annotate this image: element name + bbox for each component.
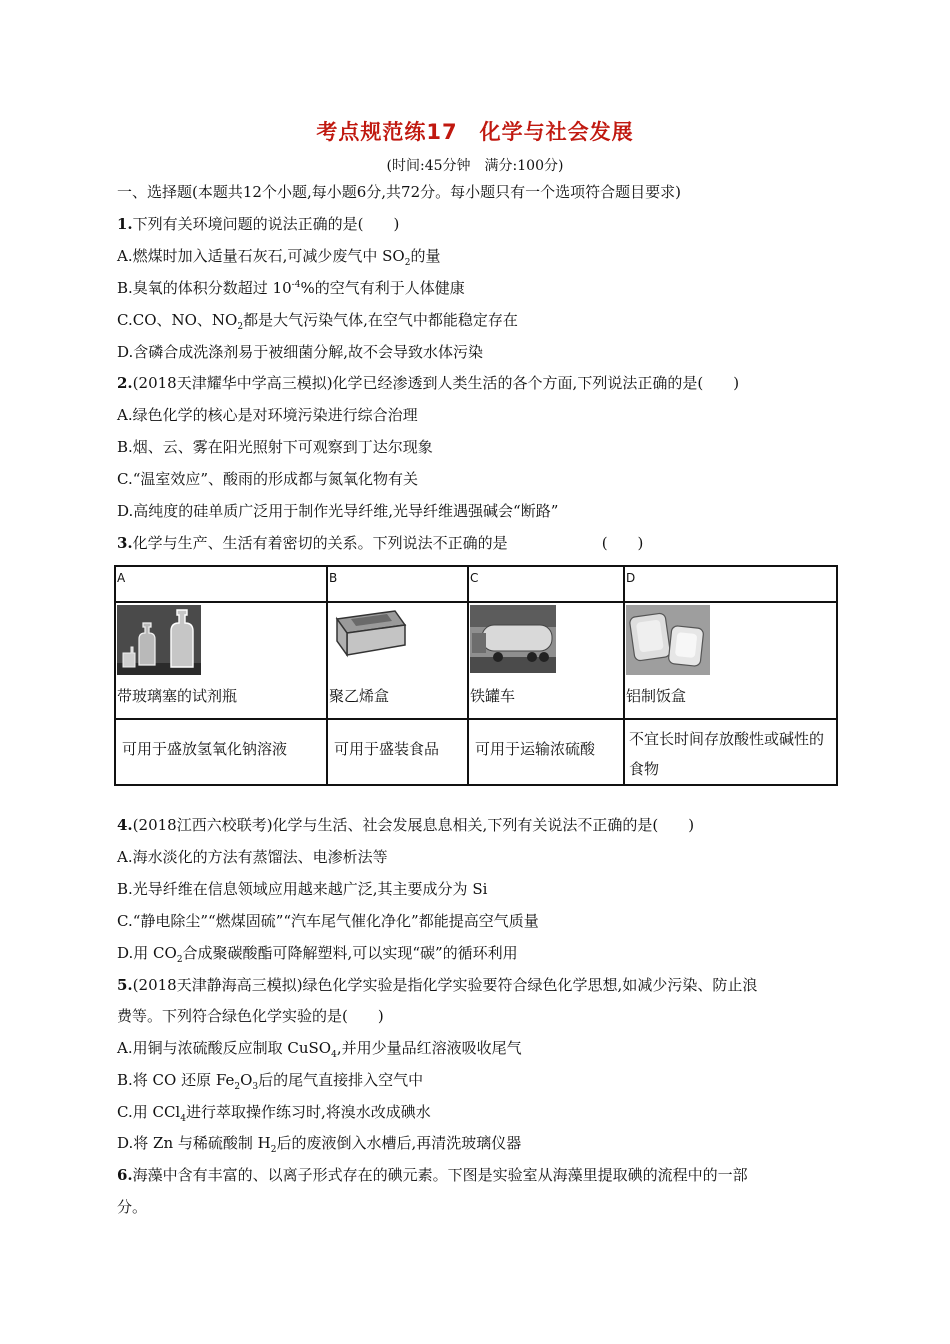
- q2-option-d: D.高纯度的硅单质广泛用于制作光导纤维,光导纤维遇强碱会“断路”: [117, 502, 559, 520]
- answer-paren-close: ): [733, 374, 740, 392]
- option-text: 都是大气污染气体,在空气中都能稳定存在: [243, 311, 518, 329]
- answer-paren-close: ): [688, 816, 695, 834]
- header-cell: [327, 566, 468, 602]
- option-text: 合成聚碳酸酯可降解塑料,可以实现“碳”的循环利用: [182, 944, 518, 962]
- option-text: 后的废液倒入水槽后,再清洗玻璃仪器: [276, 1134, 522, 1152]
- subscript: 2: [404, 258, 411, 268]
- q2-option-a: A.绿色化学的核心是对环境污染进行综合治理: [117, 406, 418, 424]
- option-text: A.燃煤时加入适量石灰石,可减少废气中 SO: [117, 247, 405, 265]
- question-number: 4.: [117, 816, 133, 834]
- option-text: C.CO、NO、NO: [117, 311, 238, 329]
- question-4-stem: [117, 815, 837, 835]
- use-cell: [327, 719, 468, 785]
- option-text: ,并用少量品红溶液吸收尾气: [336, 1039, 522, 1057]
- section-heading: 一、选择题(本题共12个小题,每小题6分,共72分。每小题只有一个选项符合题目要求): [117, 183, 681, 201]
- option-text: 后的尾气直接排入空气中: [258, 1071, 424, 1089]
- use-text: 可用于盛装食品: [334, 740, 440, 758]
- question-text: (2018天津静海高三模拟)绿色化学实验是指化学实验要符合绿色化学思想,如减少污染、防止浪: [132, 976, 758, 994]
- option-text: %的空气有利于人体健康: [300, 279, 465, 297]
- question-6-stem-cont: 分。: [117, 1198, 148, 1216]
- question-number: 1.: [117, 215, 133, 233]
- use-text: 可用于盛放氢氧化钠溶液: [122, 740, 288, 758]
- q4-option-d: [117, 943, 837, 963]
- option-text: C.用 CCl: [117, 1103, 181, 1121]
- question-6-stem: [117, 1165, 837, 1185]
- option-letter: A: [117, 571, 126, 585]
- iron-tanker-photo: [470, 605, 556, 673]
- q5-option-c: [117, 1102, 837, 1122]
- header-cell: [115, 566, 327, 602]
- options-table: [114, 565, 838, 786]
- q1-option-a: [117, 246, 837, 266]
- subscript: 2: [270, 1145, 277, 1155]
- answer-paren-close: ): [377, 1007, 384, 1025]
- option-text: A.用铜与浓硫酸反应制取 CuSO: [117, 1039, 332, 1057]
- option-letter: C: [470, 571, 479, 585]
- image-cell: [327, 602, 468, 719]
- answer-paren-close: ): [393, 215, 400, 233]
- answer-paren-open: (: [601, 534, 608, 552]
- q1-option-b: [117, 278, 837, 298]
- question-3-stem: [117, 533, 837, 553]
- question-1-stem: [117, 214, 837, 234]
- q4-option-c: C.“静电除尘”“燃煤固硫”“汽车尾气催化净化”都能提高空气质量: [117, 912, 539, 930]
- question-text: 费等。下列符合绿色化学实验的是(: [117, 1007, 348, 1025]
- question-number: 2.: [117, 374, 133, 392]
- use-cell: [624, 719, 837, 785]
- subscript: 2: [237, 322, 244, 332]
- question-number: 5.: [117, 976, 133, 994]
- reagent-bottle-photo: [117, 605, 201, 675]
- question-5-stem-cont: [117, 1006, 837, 1026]
- option-text: D.将 Zn 与稀硫酸制 H: [117, 1134, 271, 1152]
- question-number: 3.: [117, 534, 133, 552]
- answer-paren-close: ): [637, 534, 644, 552]
- question-text: 下列有关环境问题的说法正确的是(: [132, 215, 364, 233]
- item-caption: 铁罐车: [470, 687, 516, 705]
- subscript: 4: [331, 1050, 337, 1060]
- image-cell: [115, 602, 327, 719]
- q2-option-c: C.“温室效应”、酸雨的形成都与氮氧化物有关: [117, 470, 419, 488]
- q5-option-d: [117, 1133, 837, 1153]
- image-cell: [468, 602, 624, 719]
- question-number: 6.: [117, 1166, 133, 1184]
- item-caption: 聚乙烯盒: [329, 687, 390, 705]
- superscript: -4: [291, 280, 301, 290]
- q5-option-a: [117, 1038, 837, 1058]
- item-caption: 带玻璃塞的试剂瓶: [117, 687, 238, 705]
- q4-option-a: A.海水淡化的方法有蒸馏法、电渗析法等: [117, 848, 388, 866]
- q1-option-d: D.含磷合成洗涤剂易于被细菌分解,故不会导致水体污染: [117, 343, 484, 361]
- table-use-row: [115, 719, 837, 785]
- option-text: O: [240, 1071, 253, 1089]
- subscript: 2: [176, 955, 183, 965]
- q4-option-b: B.光导纤维在信息领域应用越来越广泛,其主要成分为 Si: [117, 880, 488, 898]
- q1-option-c: [117, 310, 837, 330]
- question-5-stem: [117, 975, 837, 995]
- question-text: (2018天津耀华中学高三模拟)化学已经渗透到人类生活的各个方面,下列说法正确的是(: [132, 374, 704, 392]
- aluminum-lunchbox-photo: [626, 605, 710, 675]
- use-cell: [468, 719, 624, 785]
- option-text: D.用 CO: [117, 944, 177, 962]
- option-letter: D: [626, 571, 636, 585]
- image-cell: [624, 602, 837, 719]
- q2-option-b: B.烟、云、雾在阳光照射下可观察到丁达尔现象: [117, 438, 433, 456]
- question-2-stem: [117, 373, 837, 393]
- use-cell: [115, 719, 327, 785]
- page-title: 考点规范练17 化学与社会发展: [316, 120, 634, 144]
- question-text: 化学与生产、生活有着密切的关系。下列说法不正确的是: [132, 534, 508, 552]
- option-text: 的量: [410, 247, 441, 265]
- subscript: 4: [180, 1114, 186, 1124]
- option-text: 进行萃取操作练习时,将溴水改成碘水: [185, 1103, 431, 1121]
- subscript: 3: [252, 1082, 259, 1092]
- header-cell: [468, 566, 624, 602]
- question-text: (2018江西六校联考)化学与生活、社会发展息息相关,下列有关说法不正确的是(: [132, 816, 659, 834]
- question-text: 海藻中含有丰富的、以离子形式存在的碘元素。下图是实验室从海藻里提取碘的流程中的一部: [132, 1166, 748, 1184]
- table-image-row: [115, 602, 837, 719]
- option-text: B.将 CO 还原 Fe: [117, 1071, 235, 1089]
- q5-option-b: [117, 1070, 837, 1090]
- table-header-row: [115, 566, 837, 602]
- item-caption: 铝制饭盒: [626, 687, 687, 705]
- time-and-score: (时间:45分钟 满分:100分): [386, 158, 564, 174]
- option-letter: B: [329, 571, 338, 585]
- subscript: 2: [234, 1082, 241, 1092]
- option-text: B.臭氧的体积分数超过 10: [117, 279, 292, 297]
- header-cell: [624, 566, 837, 602]
- use-text: 可用于运输浓硫酸: [475, 740, 596, 758]
- use-text: 不宜长时间存放酸性或碱性的食物: [629, 730, 825, 778]
- polyethylene-box-photo: [329, 605, 411, 663]
